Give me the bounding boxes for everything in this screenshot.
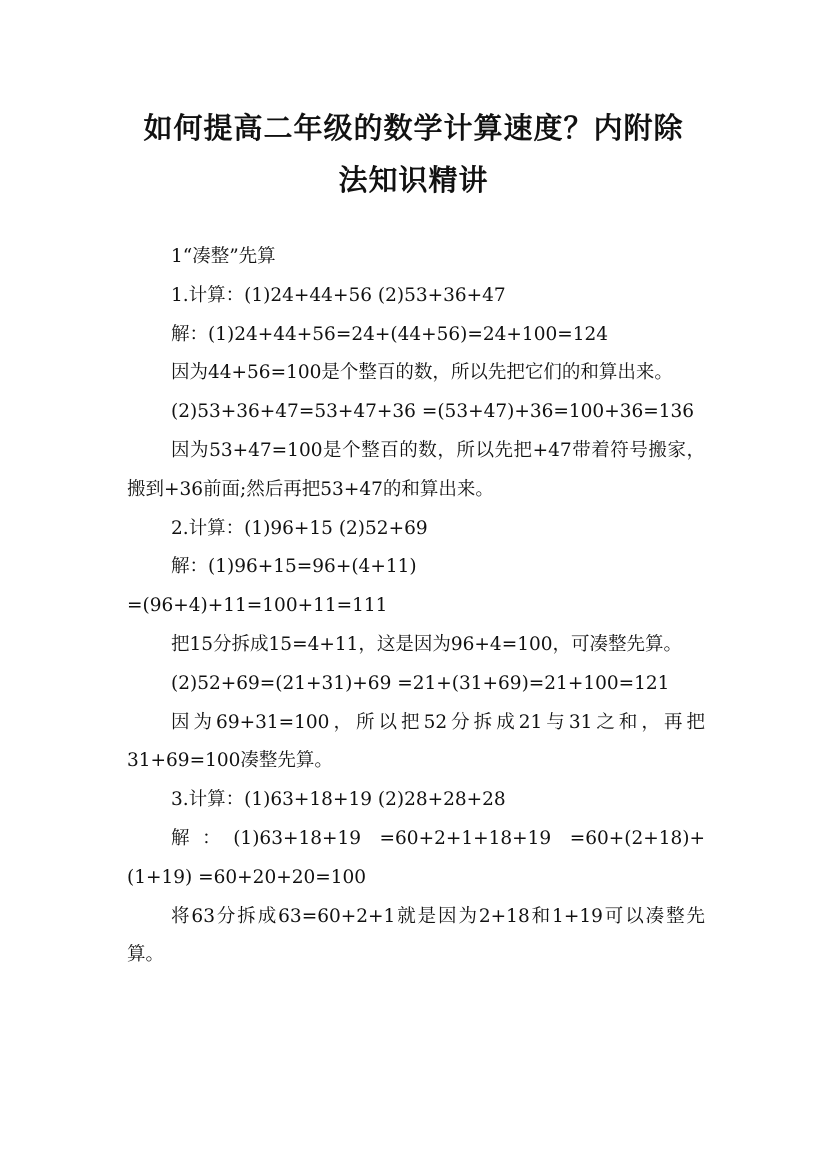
document-title: [100, 102, 727, 206]
explanation-1-1: 因为44+56=100是个整百的数，所以先把它们的和算出来。: [171, 362, 673, 384]
solution-1-1: 解：(1)24+44+56=24+(44+56)=24+100=124: [171, 323, 609, 345]
title-line-2: 法知识精讲: [338, 163, 489, 197]
section-heading: 1“凑整”先算: [171, 246, 276, 267]
solution-2-2: (2)52+69=(21+31)+69 =21+(31+69)=21+100=121: [171, 672, 670, 694]
problem-2: 2.计算：(1)96+15 (2)52+69: [171, 517, 428, 539]
explanation-2-1: 把15分拆成15=4+11，这是因为96+4=100，可凑整先算。: [171, 633, 683, 655]
document-body: [127, 238, 705, 975]
title-line-1: 如何提高二年级的数学计算速度？内附除: [143, 111, 684, 145]
problem-3: 3.计算：(1)63+18+19 (2)28+28+28: [171, 789, 506, 811]
solution-1-2: (2)53+36+47=53+47+36 =(53+47)+36=100+36=136: [171, 401, 695, 423]
solution-3-1: 解：(1)63+18+19 =60+2+1+18+19 =60+(2+18)+(1+19) =60+20+20=100: [127, 827, 705, 888]
explanation-1-2: 因为53+47=100是个整百的数，所以先把+47带着符号搬家，搬到+36前面;然后再把53+47的和算出来。: [127, 439, 705, 500]
explanation-2-2: 因为69+31=100，所以把52分拆成21与31之和，再把31+69=100凑整先算。: [127, 711, 705, 772]
solution-2-1: 解：(1)96+15=96+(4+11): [171, 556, 417, 578]
solution-2-1-continued: =(96+4)+11=100+11=111: [127, 595, 388, 617]
explanation-3-1: 将63分拆成63=60+2+1就是因为2+18和1+19可以凑整先算。: [127, 905, 705, 966]
problem-1: 1.计算：(1)24+44+56 (2)53+36+47: [171, 284, 506, 306]
